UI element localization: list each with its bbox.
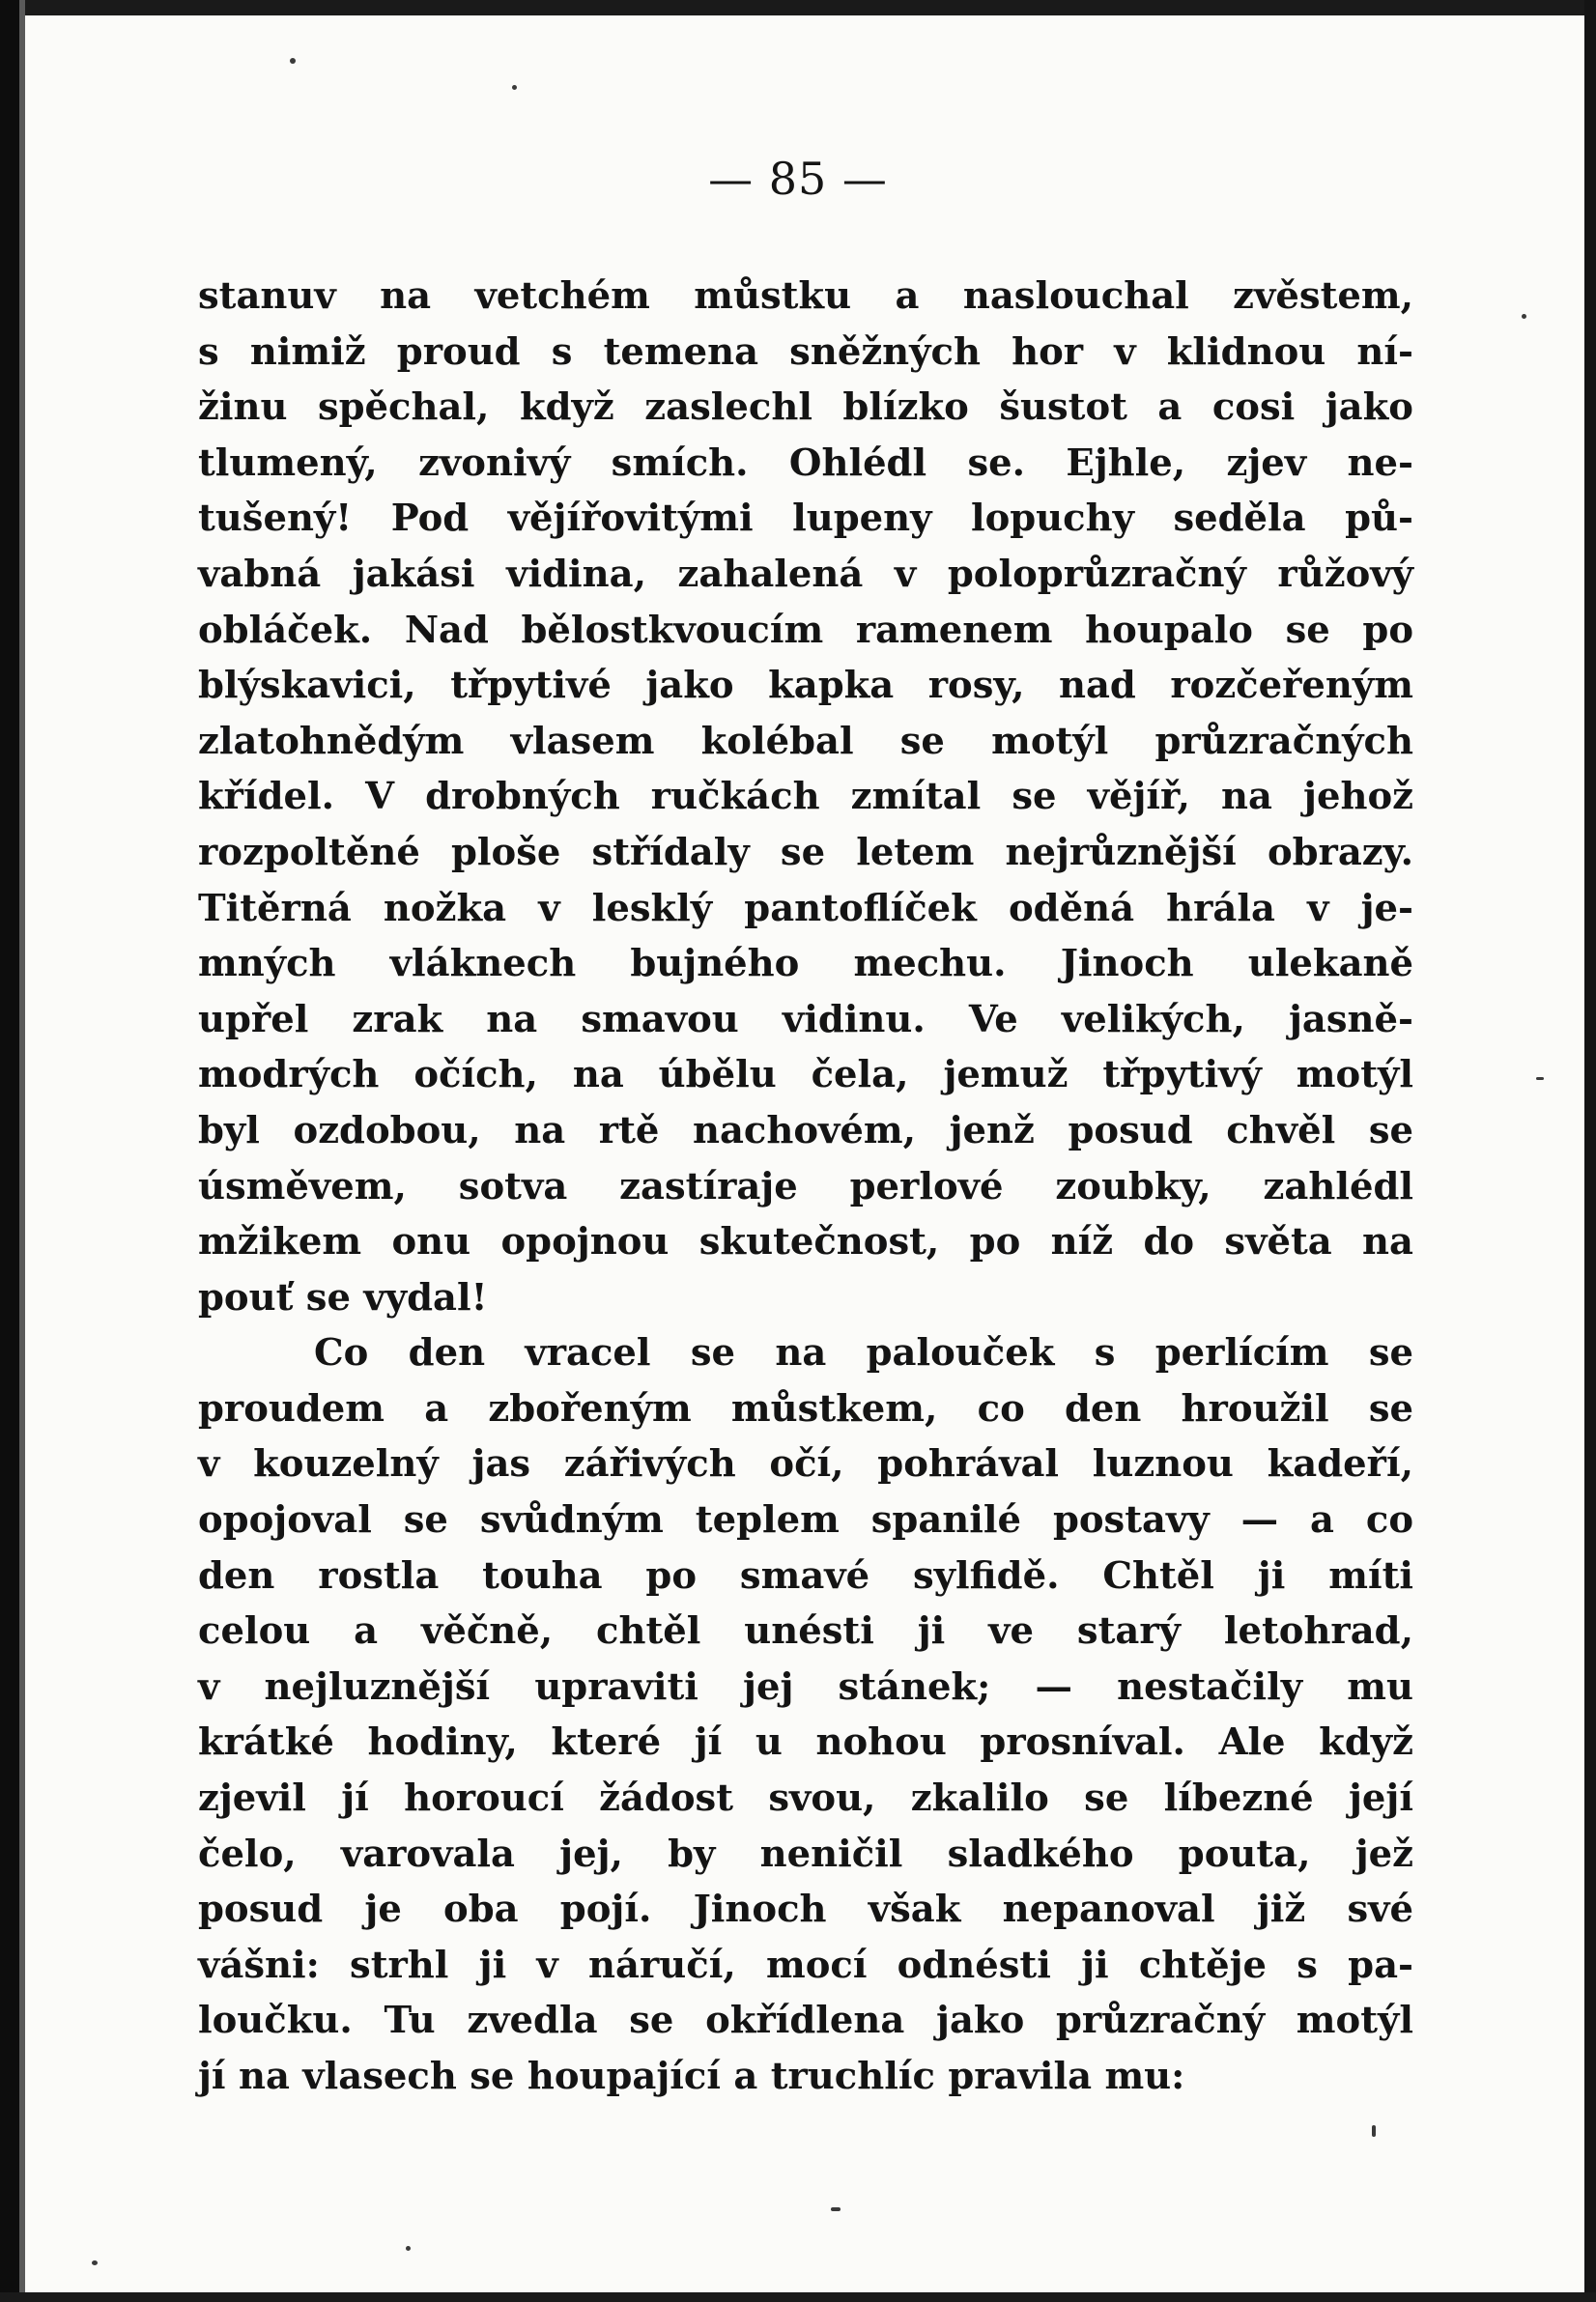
paragraph-1 <box>198 269 1413 1325</box>
text-line: úsměvem, sotva zastíraje perlové zoubky, zahlédl <box>198 1164 1413 1208</box>
text-line: upřel zrak na smavou vidinu. Ve velikých, jasně- <box>198 997 1413 1041</box>
scan-speck <box>831 2207 841 2211</box>
text-line: Co den vracel se na palouček s perlícím se <box>314 1331 1413 1376</box>
text-line: opojoval se svůdným teplem spanilé postavy — a co <box>198 1498 1413 1543</box>
scan-speck <box>92 2260 98 2265</box>
text-line: zlatohnědým vlasem kolébal se motýl průzračných <box>198 719 1413 763</box>
scan-speck <box>1522 314 1526 319</box>
text-line: vášni: strhl ji v náručí, mocí odnésti ji chtěje s pa- <box>198 1943 1413 1987</box>
text-line: obláček. Nad bělostkvoucím ramenem houpalo se po <box>198 608 1413 652</box>
scan-edge-left <box>0 0 19 2302</box>
text-line: posud je oba pojí. Jinoch však nepanoval již své <box>198 1888 1413 1932</box>
scan-edge-bottom <box>0 2292 1596 2302</box>
text-line: celou a věčně, chtěl unésti ji ve starý letohrad, <box>198 1609 1413 1654</box>
text-line: jí na vlasech se houpající a truchlíc pravila mu: <box>198 2055 1185 2098</box>
scan-edge-left-shadow <box>19 0 25 2302</box>
text-line: čelo, varovala jej, by neničil sladkého pouta, jež <box>198 1832 1413 1876</box>
scan-speck <box>290 58 296 64</box>
text-line: pouť se vydal! <box>198 1275 488 1320</box>
text-line: v nejluznější upraviti jej stánek; — nestačily mu <box>198 1664 1413 1709</box>
text-line: den rostla touha po smavé sylfidě. Chtěl ji míti <box>198 1553 1413 1598</box>
text-line: byl ozdobou, na rtě nachovém, jenž posud chvěl se <box>198 1108 1413 1152</box>
scan-edge-top <box>0 0 1596 15</box>
text-line: mžikem onu opojnou skutečnost, po níž do světa na <box>198 1220 1413 1265</box>
scan-speck <box>406 2246 411 2251</box>
scan-speck <box>1536 1077 1544 1080</box>
body-text <box>198 269 1413 2105</box>
text-line: tlumený, zvonivý smích. Ohlédl se. Ejhle, zjev ne- <box>198 441 1413 485</box>
text-line: krátké hodiny, které jí u nohou prosníval. Ale když <box>198 1720 1413 1765</box>
text-line: blýskavici, třpytivé jako kapka rosy, nad rozčeřeným <box>198 664 1413 708</box>
page-number: — 85 — <box>708 153 888 205</box>
scan-speck <box>1372 2125 1376 2137</box>
text-line: Titěrná nožka v lesklý pantoflíček oděná hrála v je- <box>198 886 1413 930</box>
paragraph-2 <box>198 1325 1413 2104</box>
text-line: mných vláknech bujného mechu. Jinoch ulekaně <box>198 942 1413 986</box>
text-line: v kouzelný jas zářivých očí, pohrával luznou kadeří, <box>198 1442 1413 1487</box>
text-line: křídel. V drobných ručkách zmítal se vějíř, na jehož <box>198 775 1413 819</box>
text-line: proudem a zbořeným můstkem, co den hroužil se <box>198 1386 1413 1431</box>
text-line: tušený! Pod vějířovitými lupeny lopuchy seděla pů- <box>198 497 1413 541</box>
text-line: modrých očích, na úbělu čela, jemuž třpytivý motýl <box>198 1053 1413 1097</box>
scan-edge-right <box>1584 0 1596 2302</box>
text-line: rozpoltěné ploše střídaly se letem nejrůznější obrazy. <box>198 830 1413 874</box>
text-line: žinu spěchal, když zaslechl blízko šustot a cosi jako <box>198 385 1413 430</box>
text-line: zjevil jí horoucí žádost svou, zkalilo se líbezné její <box>198 1776 1413 1821</box>
scan-speck <box>512 85 517 90</box>
text-line: loučku. Tu zvedla se okřídlena jako průzračný motýl <box>198 1999 1413 2043</box>
text-line: vabná jakási vidina, zahalená v poloprůzračný růžový <box>198 552 1413 596</box>
text-line: stanuv na vetchém můstku a naslouchal zvěstem, <box>198 274 1413 318</box>
text-line: s nimiž proud s temena sněžných hor v klidnou ní- <box>198 329 1413 374</box>
